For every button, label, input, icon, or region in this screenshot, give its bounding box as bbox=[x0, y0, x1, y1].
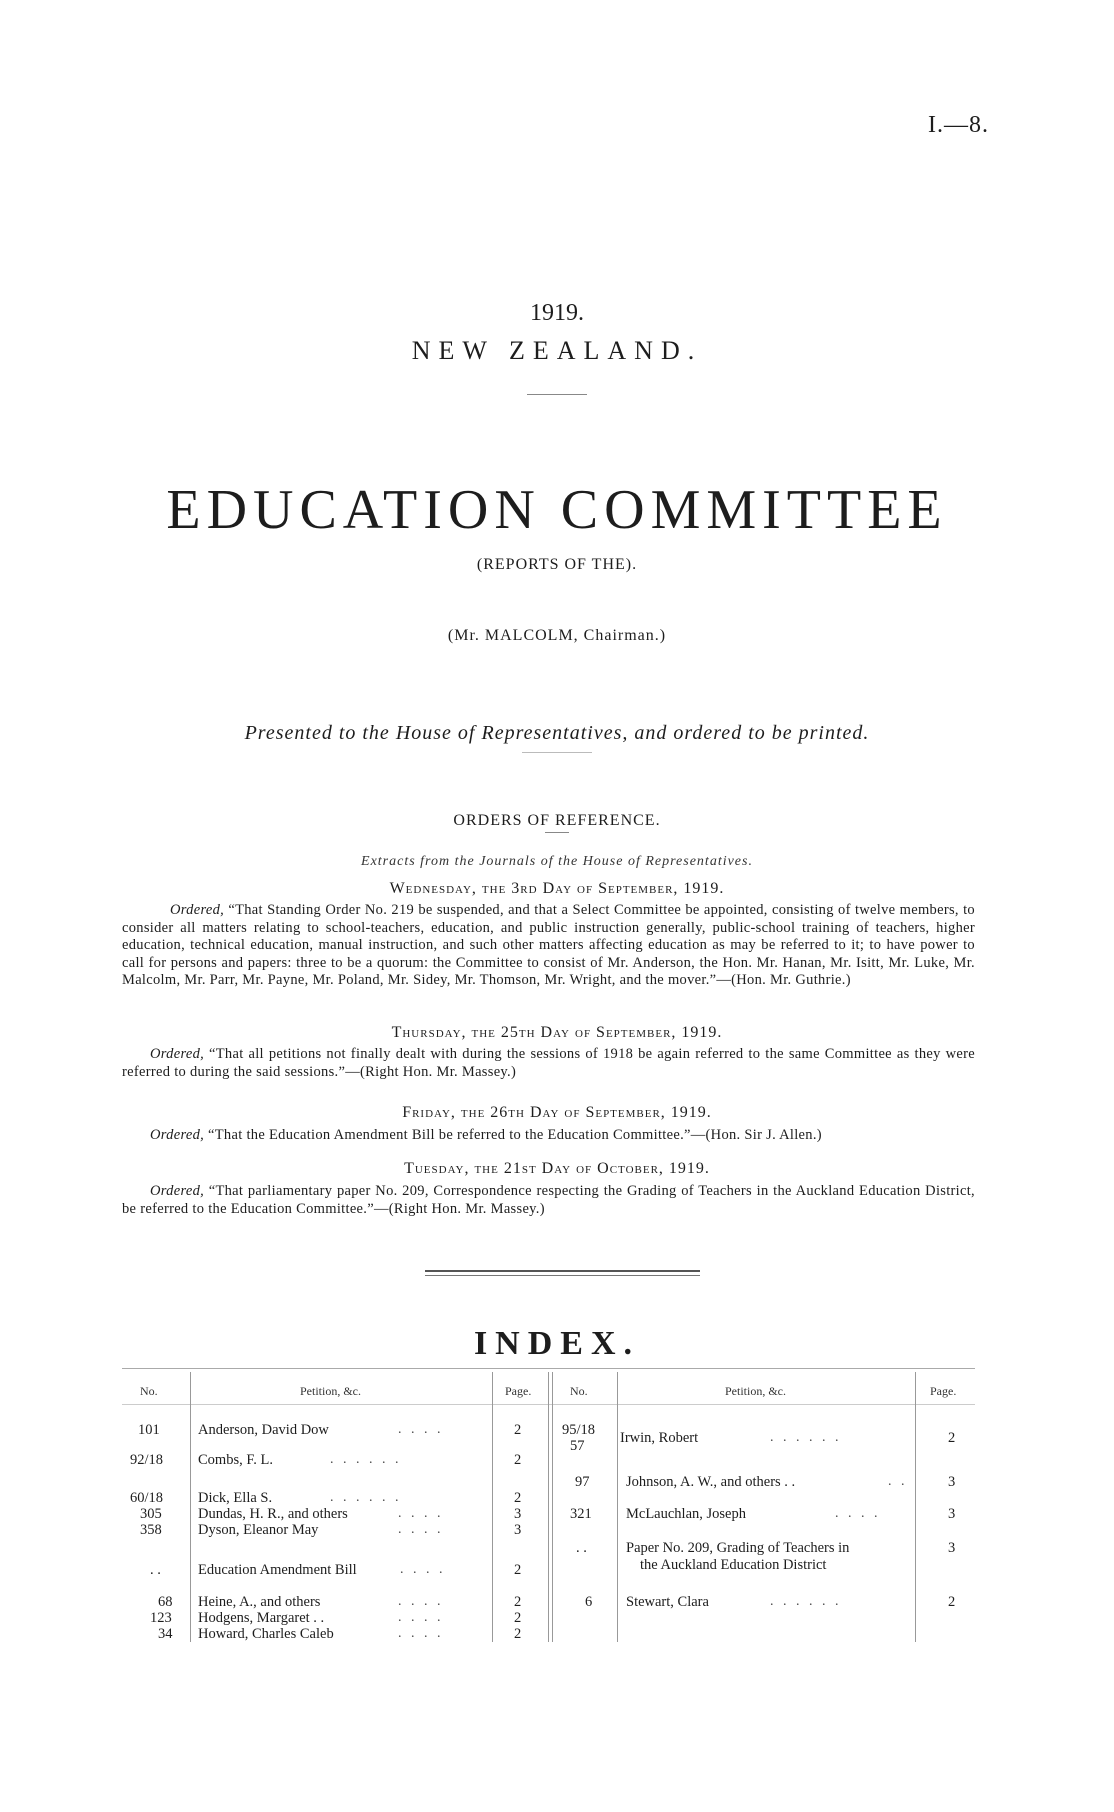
row-dots: . . . . bbox=[398, 1594, 444, 1609]
column-divider bbox=[548, 1372, 549, 1642]
row-no: 358 bbox=[140, 1522, 162, 1538]
row-page: 2 bbox=[514, 1626, 522, 1642]
row-petition: Heine, A., and others bbox=[198, 1594, 321, 1610]
row-no: . . bbox=[576, 1540, 587, 1556]
col-header-page: Page. bbox=[930, 1384, 957, 1398]
row-dots: . . . . bbox=[400, 1562, 446, 1577]
presented-rule bbox=[0, 752, 1114, 753]
row-page: 2 bbox=[514, 1594, 522, 1610]
order-text: “That parliamentary paper No. 209, Correspondence respecting the Grading of Teachers in the Auckland Education District, be referred to the Education Committee.”—(Right Hon. Mr. Massey.) bbox=[122, 1183, 975, 1217]
row-petition: Paper No. 209, Grading of Teachers in bbox=[626, 1540, 850, 1556]
order-text: “That all petitions not finally dealt with during the sessions of 1918 be again referred to the same Committee as they were referred to during the said sessions.”—(Right Hon. Mr. Massey.) bbox=[122, 1046, 975, 1080]
document-reference: I.—8. bbox=[928, 112, 989, 138]
row-petition: Howard, Charles Caleb bbox=[198, 1626, 334, 1642]
row-page: 2 bbox=[514, 1422, 522, 1438]
section-divider bbox=[425, 1270, 700, 1276]
row-petition: Stewart, Clara bbox=[626, 1594, 709, 1610]
col-header-page: Page. bbox=[505, 1384, 532, 1398]
column-divider bbox=[492, 1372, 493, 1642]
row-no: 101 bbox=[138, 1422, 160, 1438]
row-dots: . . . . bbox=[835, 1506, 881, 1521]
order-date-4: Tuesday, the 21st Day of October, 1919. bbox=[404, 1160, 710, 1177]
row-dots: . . . . bbox=[398, 1626, 444, 1641]
col-header-petition: Petition, &c. bbox=[725, 1384, 786, 1398]
row-dots: . . . . bbox=[398, 1506, 444, 1521]
row-dots: . . . . bbox=[398, 1422, 444, 1437]
order-paragraph-4 bbox=[122, 1183, 975, 1218]
order-date-1: Wednesday, the 3rd Day of September, 1919. bbox=[389, 880, 725, 897]
row-no-secondary: 57 bbox=[570, 1438, 585, 1454]
order-text: “That the Education Amendment Bill be referred to the Education Committee.”—(Hon. Sir J. Allen.) bbox=[208, 1127, 822, 1143]
row-petition: Dyson, Eleanor May bbox=[198, 1522, 319, 1538]
row-dots: . . . . bbox=[398, 1522, 444, 1537]
row-petition: Hodgens, Margaret . . bbox=[198, 1610, 325, 1626]
row-petition: Anderson, David Dow bbox=[198, 1422, 329, 1438]
row-dots: . . . . . . bbox=[330, 1490, 402, 1505]
row-petition: Irwin, Robert bbox=[620, 1430, 699, 1446]
row-page: 3 bbox=[514, 1522, 522, 1538]
row-no: . . bbox=[150, 1562, 161, 1578]
index-title: INDEX. bbox=[473, 1325, 641, 1362]
row-dots: . . . . . . bbox=[330, 1452, 402, 1467]
column-divider bbox=[617, 1372, 618, 1642]
heading-rule bbox=[0, 394, 1114, 395]
row-dots: . . bbox=[888, 1474, 908, 1489]
page-subtitle: (REPORTS OF THE). bbox=[476, 556, 638, 573]
ordered-label: Ordered, bbox=[170, 902, 225, 918]
row-page: 3 bbox=[948, 1474, 956, 1490]
ordered-label: Ordered, bbox=[150, 1046, 205, 1062]
row-dots: . . . . . . bbox=[770, 1594, 842, 1609]
row-no: 60/18 bbox=[130, 1490, 164, 1506]
row-page: 2 bbox=[514, 1562, 522, 1578]
row-page: 3 bbox=[948, 1506, 956, 1522]
row-petition: Combs, F. L. bbox=[198, 1452, 273, 1468]
document-year: 1919. bbox=[530, 300, 584, 326]
order-paragraph-3 bbox=[122, 1127, 975, 1145]
row-petition: Dick, Ella S. bbox=[198, 1490, 273, 1506]
row-no: 92/18 bbox=[130, 1452, 164, 1468]
column-divider bbox=[190, 1372, 191, 1642]
ordered-label: Ordered, bbox=[150, 1183, 205, 1199]
index-top-rule bbox=[122, 1368, 975, 1369]
row-page: 2 bbox=[514, 1610, 522, 1626]
row-no: 305 bbox=[140, 1506, 162, 1522]
row-no: 34 bbox=[158, 1626, 173, 1642]
order-paragraph-1 bbox=[122, 902, 975, 990]
chairman-line: (Mr. MALCOLM, Chairman.) bbox=[447, 627, 667, 644]
column-divider bbox=[552, 1372, 553, 1642]
extract-note: Extracts from the Journals of the House of Representatives. bbox=[361, 854, 753, 869]
orders-heading: ORDERS OF REFERENCE. bbox=[453, 812, 661, 829]
row-no: 95/18 bbox=[562, 1422, 596, 1438]
row-petition: Education Amendment Bill bbox=[198, 1562, 357, 1578]
row-dots: . . . . . . bbox=[770, 1430, 842, 1445]
country-heading: NEW ZEALAND. bbox=[411, 336, 703, 365]
row-no: 6 bbox=[585, 1594, 593, 1610]
orders-rule bbox=[0, 832, 1114, 833]
row-dots: . . . . bbox=[398, 1610, 444, 1625]
row-page: 2 bbox=[948, 1594, 956, 1610]
row-petition: Johnson, A. W., and others . . bbox=[626, 1474, 796, 1490]
row-petition-continued: the Auckland Education District bbox=[640, 1557, 827, 1573]
row-page: 3 bbox=[514, 1506, 522, 1522]
order-paragraph-2 bbox=[122, 1046, 975, 1081]
presented-line: Presented to the House of Representatives, and ordered to be printed. bbox=[244, 722, 870, 744]
row-no: 68 bbox=[158, 1594, 173, 1610]
row-page: 2 bbox=[514, 1452, 522, 1468]
page-title: EDUCATION COMMITTEE bbox=[166, 479, 948, 541]
order-date-2: Thursday, the 25th Day of September, 1919. bbox=[391, 1024, 723, 1041]
row-no: 321 bbox=[570, 1506, 592, 1522]
column-divider bbox=[915, 1372, 916, 1642]
ordered-label: Ordered, bbox=[150, 1127, 205, 1143]
row-petition: Dundas, H. R., and others bbox=[198, 1506, 348, 1522]
col-header-no: No. bbox=[570, 1384, 588, 1398]
col-header-petition: Petition, &c. bbox=[300, 1384, 361, 1398]
row-no: 123 bbox=[150, 1610, 172, 1626]
row-page: 2 bbox=[514, 1490, 522, 1506]
row-no: 97 bbox=[575, 1474, 590, 1490]
order-date-3: Friday, the 26th Day of September, 1919. bbox=[402, 1104, 712, 1121]
row-page: 3 bbox=[948, 1540, 956, 1556]
row-page: 2 bbox=[948, 1430, 956, 1446]
order-text: “That Standing Order No. 219 be suspended, and that a Select Committee be appointed, consisting of twelve members, to consider all matters relating to school-teachers, education, and public instruction generally, public-school training of teachers, higher education, technical education, manual instruction, and such other matters affecting education as may be referred to it; to have power to call for persons and papers: three to be a quorum: the Committee to consist of Mr. Anderson, the Hon. Mr. Hanan, Mr. Isitt, Mr. Luke, Mr. Malcolm, Mr. Parr, Mr. Payne, Mr. Poland, Mr. Sidey, Mr. Thomson, Mr. Wright, and the mover.”—(Hon. Mr. Guthrie.) bbox=[122, 902, 975, 988]
row-petition: McLauchlan, Joseph bbox=[626, 1506, 746, 1522]
col-header-no: No. bbox=[140, 1384, 158, 1398]
